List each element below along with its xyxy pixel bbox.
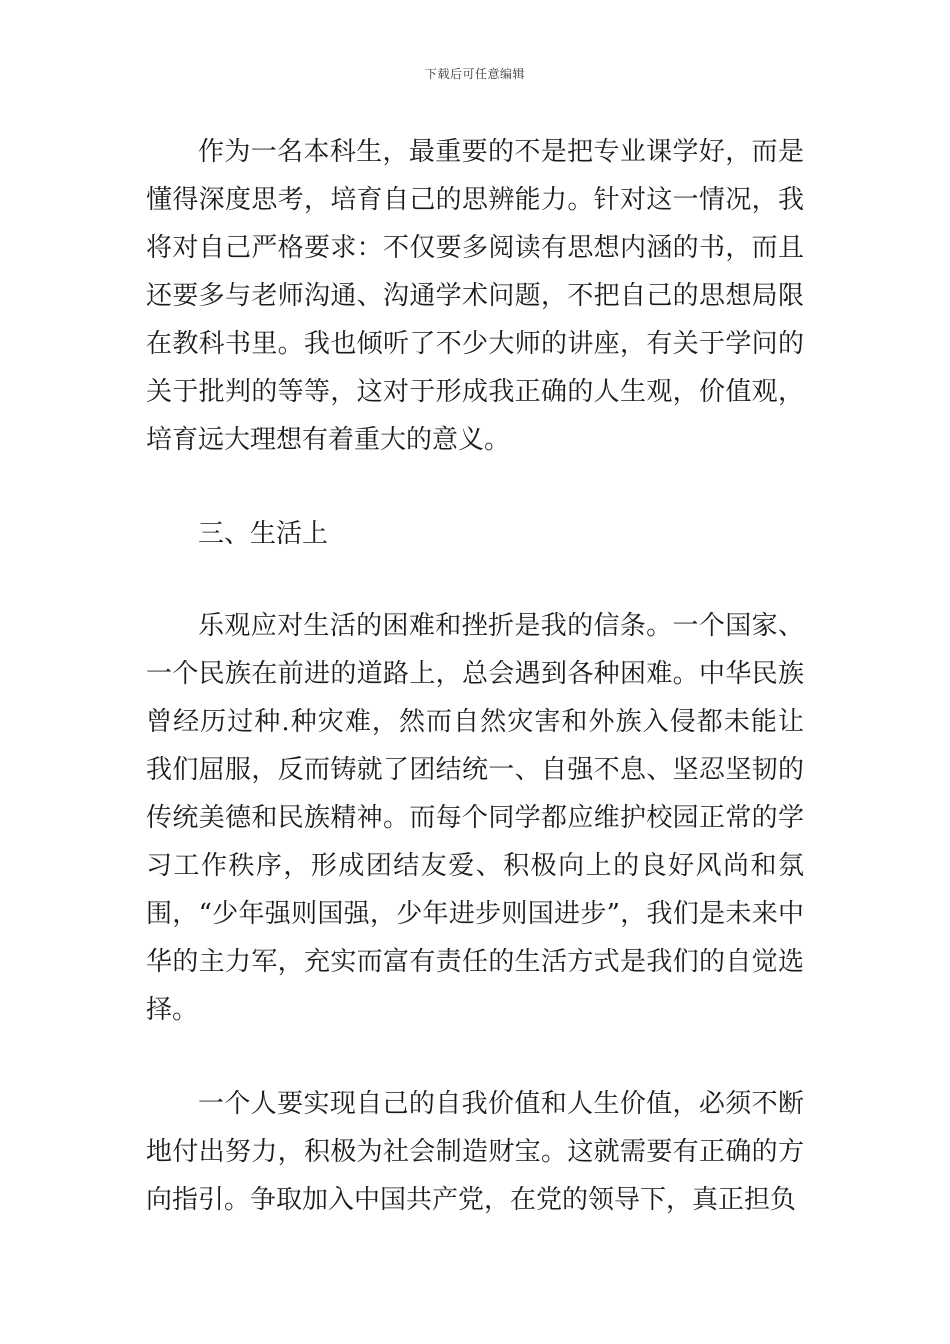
paragraph-self-value: 一个人要实现自己的自我价值和人生价值，必须不断地付出努力，积极为社会制造财宝。这就需要有正确的方向指引。争取加入中国共产党，在党的领导下，真正担负 [146, 1089, 804, 1215]
section-heading-life: 三、生活上 [198, 519, 329, 549]
header-note: 下载后可任意编辑 [424, 67, 525, 81]
paragraph-life-optimism: 乐观应对生活的困难和挫折是我的信条。一个国家、一个民族在前进的道路上，总会遇到各种困难。中华民族曾经历过种.种灾难，然而自然灾害和外族入侵都未能让我们屈服，反而铸就了团结统一、自强不息、坚忍坚韧的传统美德和民族精神。而每个同学都应维护校园正常的学习工作秩序，形成团结友爱、积极向上的良好风尚和氛围，“少年强则国强，少年进步则国进步”，我们是未来中华的主力军，充实而富有责任的生活方式是我们的自觉选择。 [146, 611, 804, 1025]
document-body [146, 128, 804, 1224]
paragraph-spacer [146, 1034, 804, 1080]
paragraph-spacer [146, 464, 804, 510]
paragraph-spacer [146, 558, 804, 602]
paragraph-study-thinking: 作为一名本科生，最重要的不是把专业课学好，而是懂得深度思考，培育自己的思辨能力。针对这一情况，我将对自己严格要求：不仅要多阅读有思想内涵的书，而且还要多与老师沟通、沟通学术问题，不把自己的思想局限在教科书里。我也倾听了不少大师的讲座，有关于学问的关于批判的等等，这对于形成我正确的人生观，价值观，培育远大理想有着重大的意义。 [146, 137, 804, 455]
